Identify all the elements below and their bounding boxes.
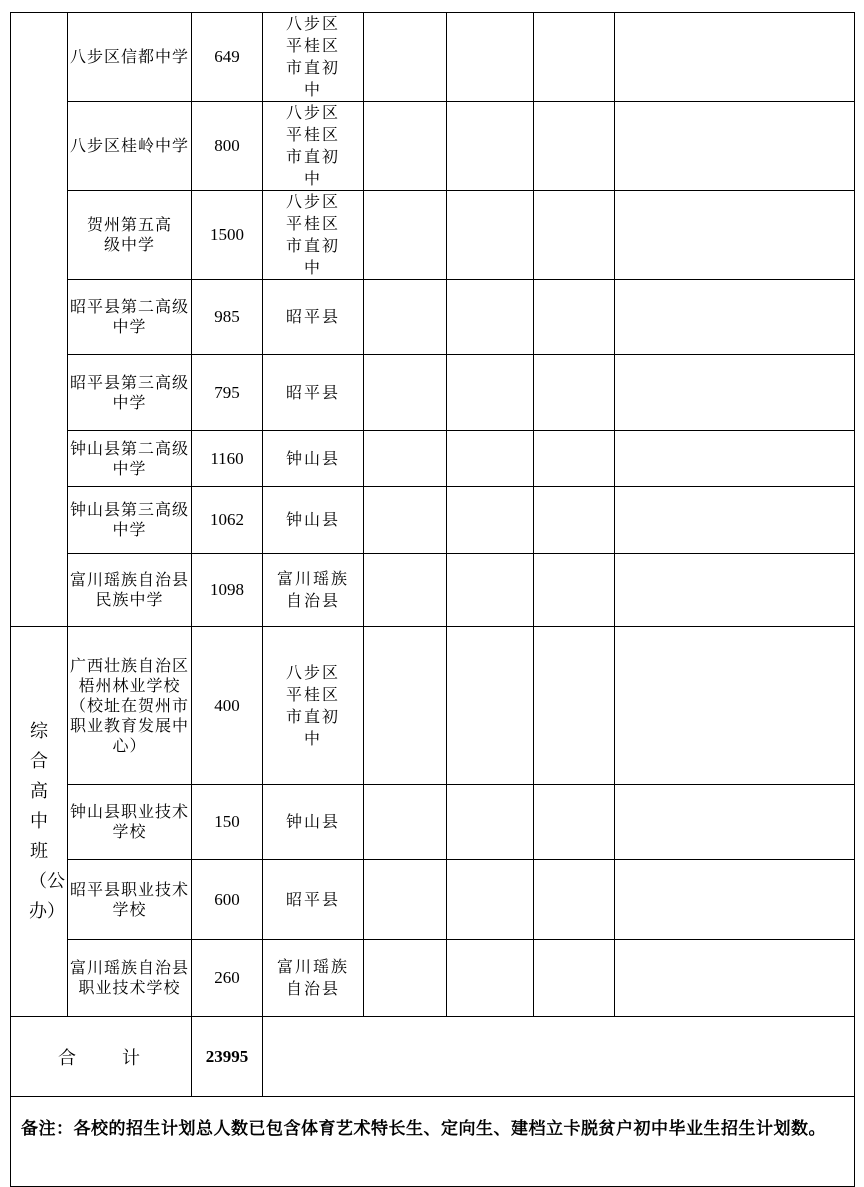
empty-cell xyxy=(534,554,615,627)
enroll-count: 400 xyxy=(192,627,263,785)
empty-cell xyxy=(364,13,447,102)
table-row xyxy=(11,554,855,627)
total-label xyxy=(11,1017,192,1097)
school-name: 富川瑶族自治县职业技术学校 xyxy=(68,940,192,1017)
table-row xyxy=(11,102,855,191)
enroll-count: 795 xyxy=(192,355,263,431)
empty-cell xyxy=(534,940,615,1017)
empty-cell xyxy=(615,940,855,1017)
empty-cell xyxy=(615,280,855,355)
enroll-count: 1160 xyxy=(192,431,263,487)
empty-cell xyxy=(447,13,534,102)
table-row xyxy=(11,785,855,860)
enroll-count: 260 xyxy=(192,940,263,1017)
empty-cell xyxy=(615,785,855,860)
enroll-count: 800 xyxy=(192,102,263,191)
enroll-area: 昭平县 xyxy=(263,860,364,940)
enroll-area: 富川瑶族自治县 xyxy=(263,940,364,1017)
empty-cell xyxy=(615,13,855,102)
empty-cell xyxy=(447,487,534,554)
empty-cell xyxy=(534,102,615,191)
empty-cell xyxy=(364,554,447,627)
empty-cell xyxy=(364,487,447,554)
school-name: 钟山县第二高级中学 xyxy=(68,431,192,487)
empty-cell xyxy=(615,487,855,554)
empty-cell xyxy=(615,554,855,627)
empty-cell xyxy=(615,431,855,487)
empty-cell xyxy=(364,860,447,940)
empty-cell xyxy=(447,280,534,355)
total-label-a: 合 xyxy=(58,1047,80,1069)
enroll-area: 富川瑶族自治县 xyxy=(263,554,364,627)
empty-cell xyxy=(534,355,615,431)
empty-cell xyxy=(534,785,615,860)
table-row xyxy=(11,627,855,785)
category-label: 综合高中班（公办） xyxy=(29,720,65,922)
empty-cell xyxy=(364,431,447,487)
empty-cell xyxy=(534,280,615,355)
enroll-count: 985 xyxy=(192,280,263,355)
empty-cell xyxy=(364,355,447,431)
school-name: 贺州第五高级中学 xyxy=(68,191,192,280)
enroll-area: 八步区平桂区市直初中 xyxy=(263,13,364,102)
school-name: 钟山县第三高级中学 xyxy=(68,487,192,554)
empty-cell xyxy=(615,191,855,280)
enroll-area: 钟山县 xyxy=(263,785,364,860)
enroll-area: 八步区平桂区市直初中 xyxy=(263,627,364,785)
empty-cell xyxy=(447,627,534,785)
table-row xyxy=(11,191,855,280)
table-row xyxy=(11,355,855,431)
school-name: 钟山县职业技术学校 xyxy=(68,785,192,860)
empty-cell xyxy=(263,1017,855,1097)
table-row xyxy=(11,487,855,554)
empty-cell xyxy=(447,102,534,191)
enroll-area: 钟山县 xyxy=(263,431,364,487)
footnote: 备注：各校的招生计划总人数已包含体育艺术特长生、定向生、建档立卡脱贫户初中毕业生招生计划数。 xyxy=(11,1097,855,1187)
empty-cell xyxy=(615,355,855,431)
empty-cell xyxy=(615,627,855,785)
category-cell xyxy=(11,627,68,1017)
empty-cell xyxy=(447,355,534,431)
enroll-count: 649 xyxy=(192,13,263,102)
total-value: 23995 xyxy=(192,1017,263,1097)
empty-cell xyxy=(364,280,447,355)
empty-cell xyxy=(447,785,534,860)
table-row xyxy=(11,860,855,940)
empty-cell xyxy=(615,860,855,940)
empty-cell xyxy=(364,785,447,860)
enroll-area: 八步区平桂区市直初中 xyxy=(263,191,364,280)
enroll-area: 钟山县 xyxy=(263,487,364,554)
enroll-count: 1062 xyxy=(192,487,263,554)
enroll-count: 1098 xyxy=(192,554,263,627)
school-name: 昭平县第三高级中学 xyxy=(68,355,192,431)
enroll-count: 150 xyxy=(192,785,263,860)
empty-cell xyxy=(447,191,534,280)
empty-cell xyxy=(447,554,534,627)
category-cell xyxy=(11,13,68,627)
empty-cell xyxy=(364,940,447,1017)
table-row xyxy=(11,13,855,102)
empty-cell xyxy=(447,860,534,940)
enroll-area: 昭平县 xyxy=(263,355,364,431)
table-row xyxy=(11,280,855,355)
enroll-area: 昭平县 xyxy=(263,280,364,355)
empty-cell xyxy=(534,627,615,785)
table-row xyxy=(11,940,855,1017)
empty-cell xyxy=(447,940,534,1017)
school-name: 昭平县职业技术学校 xyxy=(68,860,192,940)
enroll-count: 1500 xyxy=(192,191,263,280)
empty-cell xyxy=(534,860,615,940)
enroll-count: 600 xyxy=(192,860,263,940)
empty-cell xyxy=(364,191,447,280)
empty-cell xyxy=(534,13,615,102)
school-name: 八步区信都中学 xyxy=(68,13,192,102)
empty-cell xyxy=(364,627,447,785)
enroll-area: 八步区平桂区市直初中 xyxy=(263,102,364,191)
school-name: 八步区桂岭中学 xyxy=(68,102,192,191)
empty-cell xyxy=(534,431,615,487)
total-label-b: 计 xyxy=(122,1047,144,1069)
school-name: 富川瑶族自治县民族中学 xyxy=(68,554,192,627)
enrollment-table xyxy=(10,12,855,1187)
empty-cell xyxy=(447,431,534,487)
empty-cell xyxy=(534,191,615,280)
total-row xyxy=(11,1017,855,1097)
empty-cell xyxy=(534,487,615,554)
empty-cell xyxy=(364,102,447,191)
empty-cell xyxy=(615,102,855,191)
school-name: 昭平县第二高级中学 xyxy=(68,280,192,355)
table-row xyxy=(11,431,855,487)
note-row xyxy=(11,1097,855,1187)
school-name: 广西壮族自治区梧州林业学校（校址在贺州市职业教育发展中心） xyxy=(68,627,192,785)
